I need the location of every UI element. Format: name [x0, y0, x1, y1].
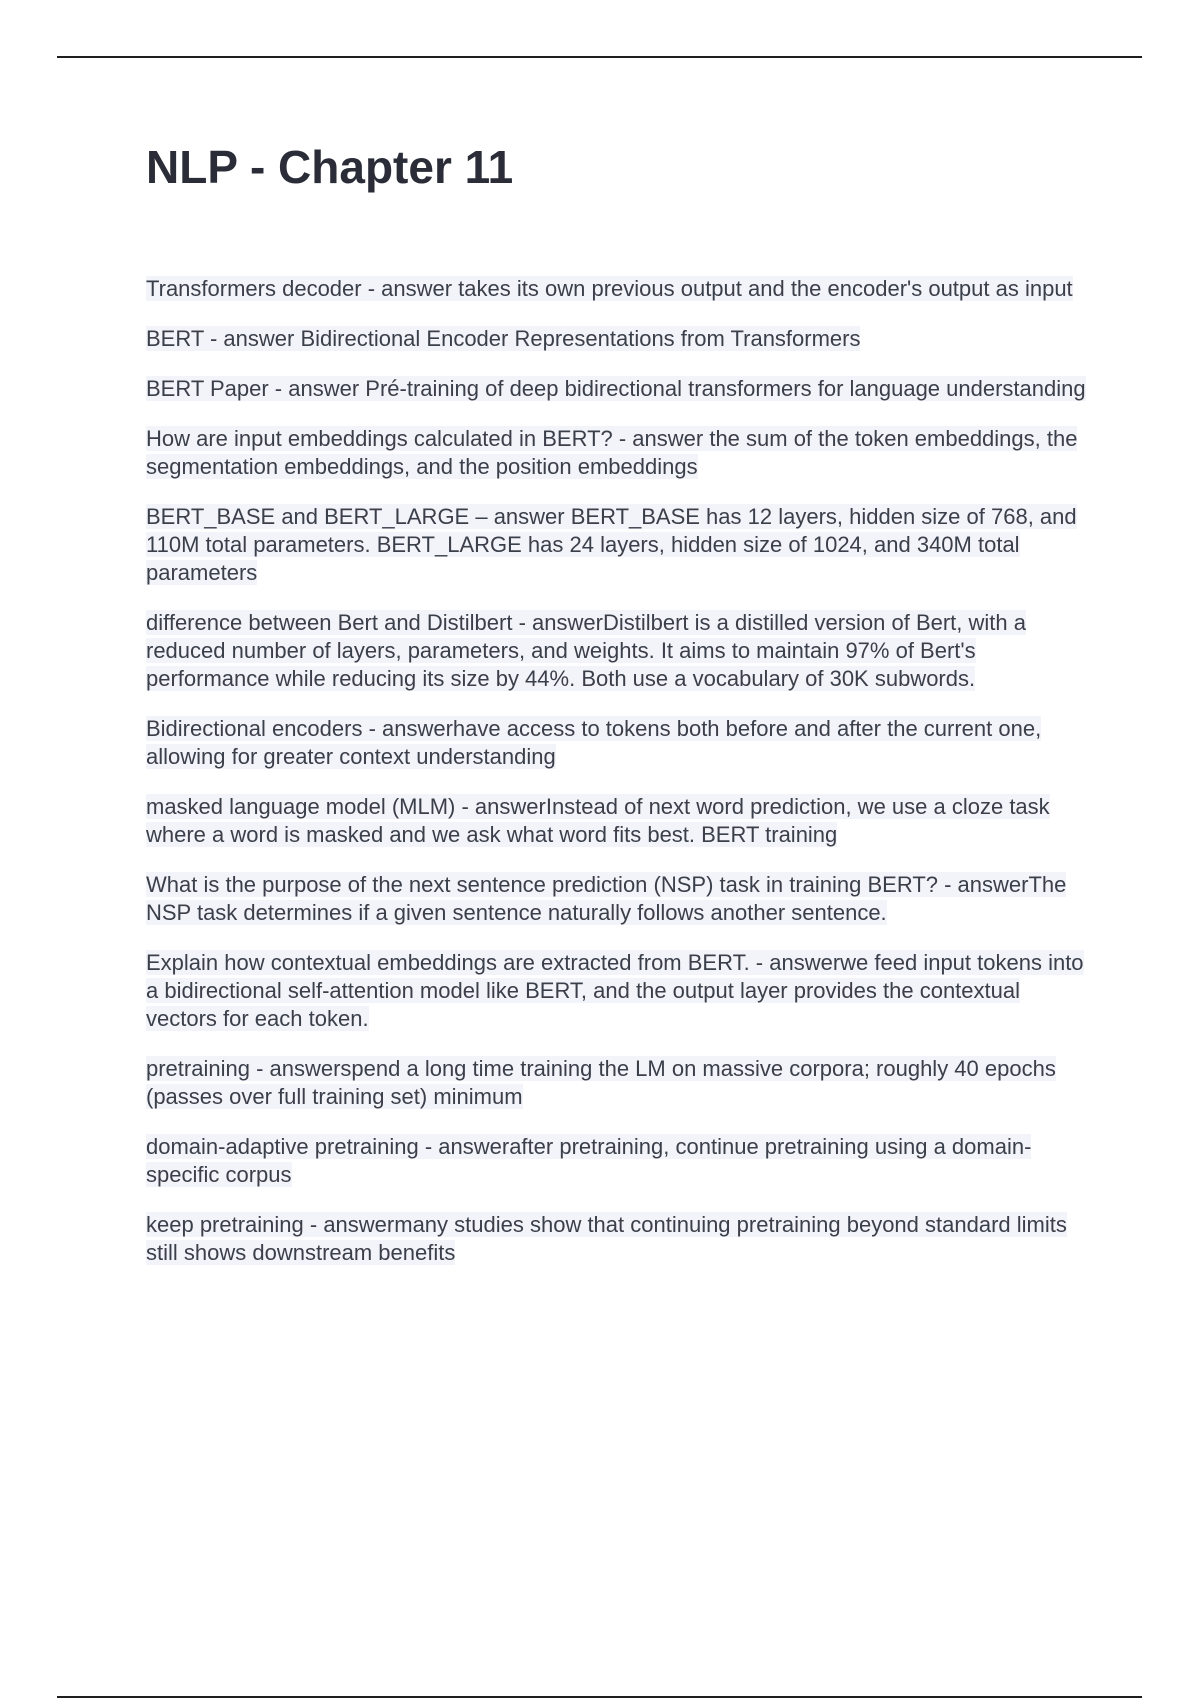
qa-item-text: BERT_BASE and BERT_LARGE – answer BERT_BASE has 12 layers, hidden size of 768, and 110M total parameters. BERT_LARGE has 24 layers, hidden size of 1024, and 340M total parameters — [146, 504, 1077, 586]
qa-item-text: Explain how contextual embeddings are extracted from BERT. - answerwe feed input tokens into a bidirectional self-attention model like BERT, and the output layer provides the contextual vectors for each token. — [146, 950, 1084, 1032]
qa-item-text: domain-adaptive pretraining - answerafter pretraining, continue pretraining using a domain-specific corpus — [146, 1134, 1032, 1188]
qa-item — [146, 325, 1096, 353]
document-body — [146, 140, 1096, 1289]
qa-item — [146, 1055, 1096, 1111]
qa-item-text: pretraining - answerspend a long time training the LM on massive corpora; roughly 40 epochs (passes over full training set) minimum — [146, 1056, 1056, 1110]
qa-item-text: BERT Paper - answer Pré-training of deep bidirectional transformers for language understanding — [146, 376, 1086, 402]
qa-item — [146, 503, 1096, 587]
qa-list — [146, 275, 1096, 1267]
qa-item-text: How are input embeddings calculated in BERT? - answer the sum of the token embeddings, the segmentation embeddings, and the position embeddings — [146, 426, 1078, 480]
qa-item — [146, 275, 1096, 303]
qa-item — [146, 1211, 1096, 1267]
qa-item-text: What is the purpose of the next sentence prediction (NSP) task in training BERT? - answerThe NSP task determines if a given sentence naturally follows another sentence. — [146, 872, 1067, 926]
qa-item — [146, 375, 1096, 403]
qa-item — [146, 793, 1096, 849]
qa-item-text: Bidirectional encoders - answerhave access to tokens both before and after the current one, allowing for greater context understanding — [146, 716, 1042, 770]
qa-item — [146, 425, 1096, 481]
qa-item — [146, 715, 1096, 771]
qa-item-text: masked language model (MLM) - answerInstead of next word prediction, we use a cloze task where a word is masked and we ask what word fits best. BERT training — [146, 794, 1050, 848]
qa-item — [146, 1133, 1096, 1189]
qa-item-text: difference between Bert and Distilbert - answerDistilbert is a distilled version of Bert, with a reduced number of layers, parameters, and weights. It aims to maintain 97% of Bert's performance while reducing its size by 44%. Both use a vocabulary of 30K subwords. — [146, 610, 1026, 692]
qa-item-text: Transformers decoder - answer takes its own previous output and the encoder's output as input — [146, 276, 1073, 302]
qa-item — [146, 871, 1096, 927]
bottom-rule — [57, 1696, 1142, 1698]
qa-item — [146, 609, 1096, 693]
qa-item-text: BERT - answer Bidirectional Encoder Representations from Transformers — [146, 326, 861, 352]
qa-item-text: keep pretraining - answermany studies show that continuing pretraining beyond standard limits still shows downstream benefits — [146, 1212, 1067, 1266]
qa-item — [146, 949, 1096, 1033]
page-title: NLP - Chapter 11 — [146, 141, 514, 193]
top-rule — [57, 56, 1142, 58]
